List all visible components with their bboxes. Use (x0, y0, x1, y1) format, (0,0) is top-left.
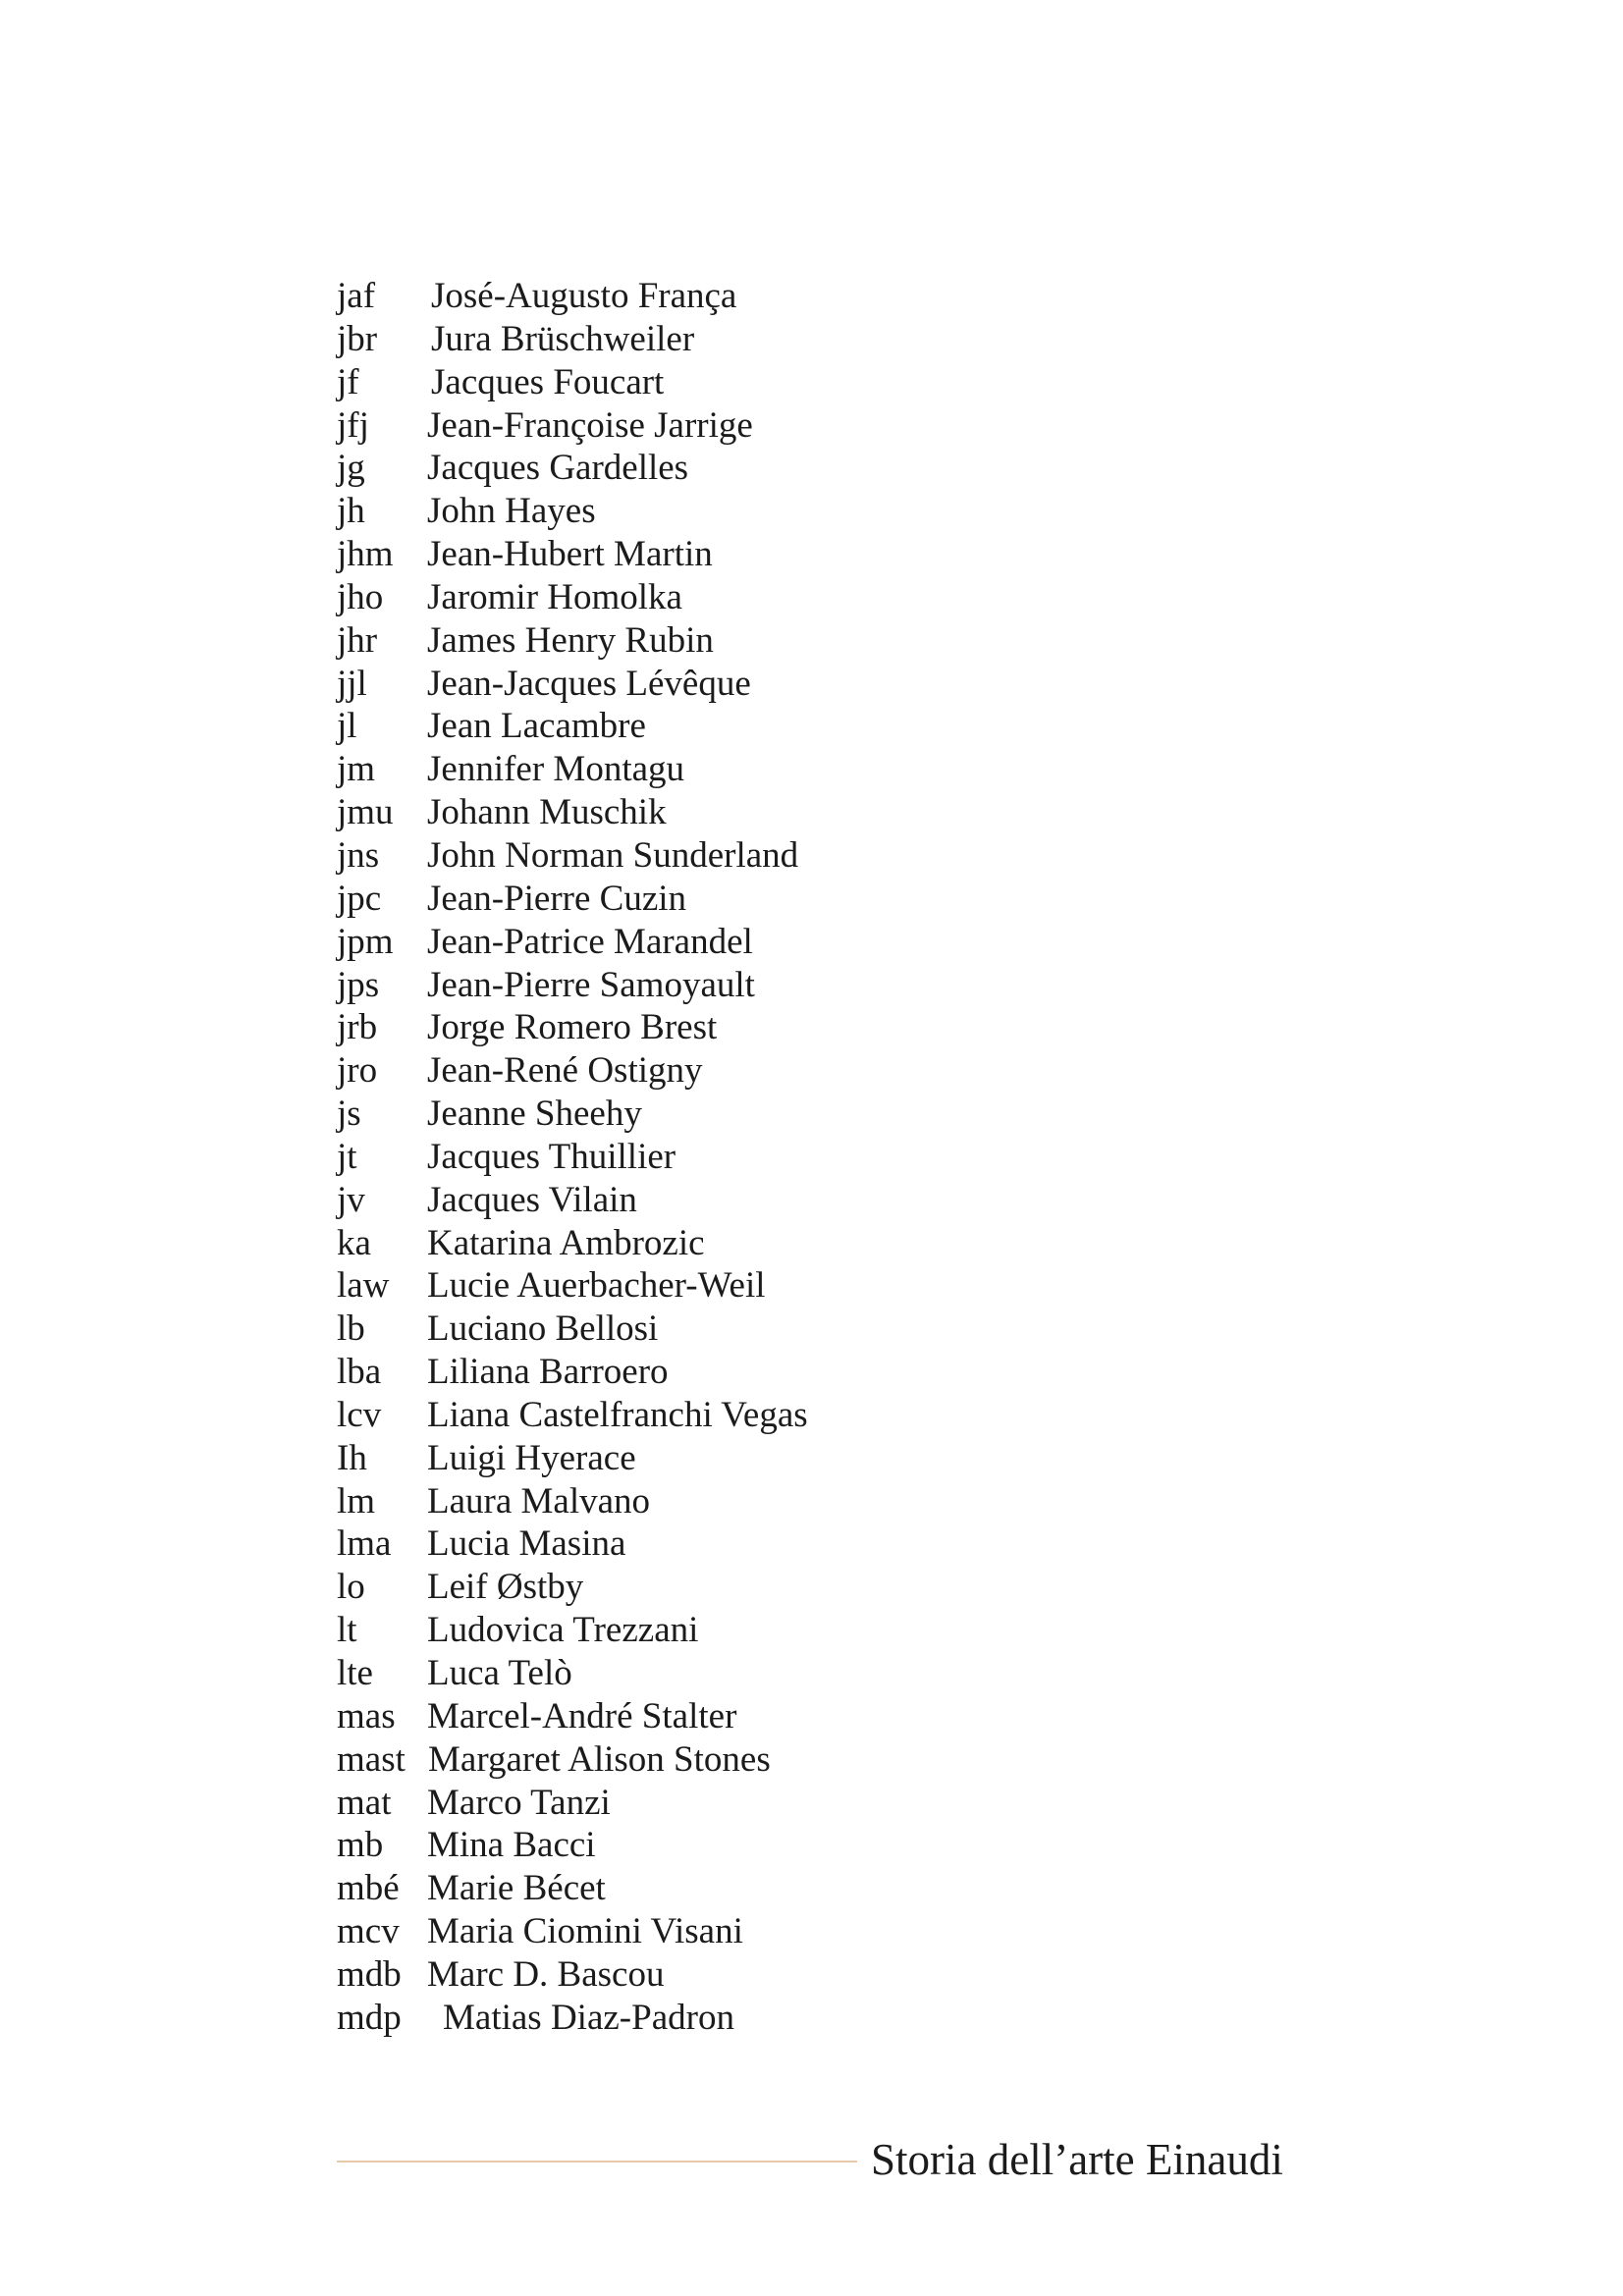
entry-abbreviation: ka (337, 1222, 371, 1263)
entry-name: Maria Ciomini Visani (427, 1911, 743, 1952)
entry-name: José-Augusto França (431, 276, 737, 316)
entry-abbreviation: jv (337, 1179, 365, 1220)
entry-abbreviation: jns (337, 834, 380, 876)
entry-abbreviation: js (337, 1094, 361, 1135)
entry-abbreviation: jhm (337, 534, 394, 575)
entry-name: John Hayes (427, 491, 596, 532)
entry-abbreviation: mas (337, 1695, 396, 1736)
entry-abbreviation: jh (337, 491, 365, 532)
entry-abbreviation: jrb (337, 1007, 378, 1048)
entry-name: Marco Tanzi (427, 1782, 611, 1823)
entry-name: Liliana Barroero (427, 1352, 669, 1393)
entry-name: Jean-Hubert Martin (427, 534, 713, 575)
entry-name: Lucie Auerbacher-Weil (427, 1265, 766, 1307)
entry-name: Jorge Romero Brest (427, 1007, 718, 1048)
entry-name: Jacques Gardelles (427, 448, 689, 489)
entry-abbreviation: mdb (337, 1953, 402, 1995)
entry-name: Lucia Masina (427, 1523, 626, 1565)
entry-name: Jacques Foucart (431, 361, 665, 402)
entry-name: Marie Bécet (427, 1868, 606, 1909)
entry-abbreviation: jf (337, 361, 359, 402)
entry-abbreviation: jps (337, 964, 380, 1005)
entry-name: Jaromir Homolka (427, 576, 682, 617)
entry-abbreviation: lt (337, 1610, 357, 1651)
entry-abbreviation: lcv (337, 1394, 382, 1435)
entry-abbreviation: lo (337, 1567, 365, 1608)
entry-abbreviation: mast (337, 1738, 406, 1780)
entry-abbreviation: jaf (337, 276, 376, 316)
entry-name: Jean-Jacques Lévêque (427, 663, 751, 704)
entry-abbreviation: mcv (337, 1911, 400, 1952)
entry-abbreviation: mbé (337, 1868, 400, 1909)
entry-abbreviation: jl (337, 706, 357, 747)
entry-abbreviation: jmu (337, 792, 394, 833)
entry-name: Marcel-André Stalter (427, 1695, 737, 1736)
entry-name: Jura Brüschweiler (431, 318, 695, 359)
entry-name: Margaret Alison Stones (428, 1738, 771, 1780)
entry-name: Jacques Thuillier (427, 1136, 676, 1177)
entry-name: Ludovica Trezzani (427, 1610, 699, 1651)
entry-abbreviation: lma (337, 1523, 392, 1565)
entry-name: John Norman Sunderland (427, 834, 799, 876)
entry-abbreviation: jpc (337, 878, 382, 919)
entry-name: Marc D. Bascou (427, 1953, 665, 1995)
entry-abbreviation: jhr (337, 619, 378, 661)
entry-name: Laura Malvano (427, 1480, 651, 1522)
entry-abbreviation: jfj (337, 404, 369, 446)
entry-abbreviation: jro (337, 1050, 378, 1092)
entry-name: Jean-Patrice Marandel (427, 921, 753, 962)
entry-abbreviation: mb (337, 1825, 384, 1866)
entry-name: Matias Diaz-Padron (443, 1997, 734, 2038)
entry-name: Jean-René Ostigny (427, 1050, 703, 1092)
entry-name: James Henry Rubin (427, 619, 714, 661)
entry-name: Johann Muschik (427, 792, 667, 833)
entry-abbreviation: jpm (337, 921, 394, 962)
footer-publication-title: Storia dell’arte Einaudi (871, 2135, 1283, 2184)
entry-name: Luca Telò (427, 1653, 572, 1693)
entry-abbreviation: jg (337, 448, 365, 489)
entry-name: Jennifer Montagu (427, 749, 685, 790)
entry-abbreviation: jjl (337, 663, 367, 704)
entry-name: Jean-Pierre Cuzin (427, 878, 687, 919)
entry-name: Mina Bacci (427, 1825, 596, 1866)
entry-abbreviation: mdp (337, 1997, 402, 2038)
entry-abbreviation: lba (337, 1352, 382, 1393)
entry-name: Jean-Pierre Samoyault (427, 964, 755, 1005)
entry-name: Katarina Ambrozic (427, 1222, 705, 1263)
entry-name: Jacques Vilain (427, 1179, 637, 1220)
entry-abbreviation: jbr (337, 318, 378, 359)
entry-abbreviation: jm (337, 749, 376, 790)
entry-abbreviation: Ih (337, 1437, 367, 1478)
entry-abbreviation: law (337, 1265, 390, 1307)
entry-abbreviation: jho (337, 576, 384, 617)
entry-abbreviation: mat (337, 1782, 392, 1823)
entry-abbreviation: lm (337, 1480, 376, 1522)
entry-name: Leif Østby (427, 1567, 584, 1608)
entry-name: Jean Lacambre (427, 706, 646, 747)
entry-name: Luciano Bellosi (427, 1308, 659, 1350)
footer-divider (337, 2161, 857, 2163)
entry-name: Jeanne Sheehy (427, 1094, 642, 1135)
entry-name: Luigi Hyerace (427, 1437, 636, 1478)
entry-abbreviation: lte (337, 1653, 373, 1693)
entry-abbreviation: lb (337, 1308, 365, 1350)
entry-abbreviation: jt (337, 1136, 357, 1177)
entry-name: Jean-Françoise Jarrige (427, 404, 753, 446)
entry-name: Liana Castelfranchi Vegas (427, 1394, 808, 1435)
